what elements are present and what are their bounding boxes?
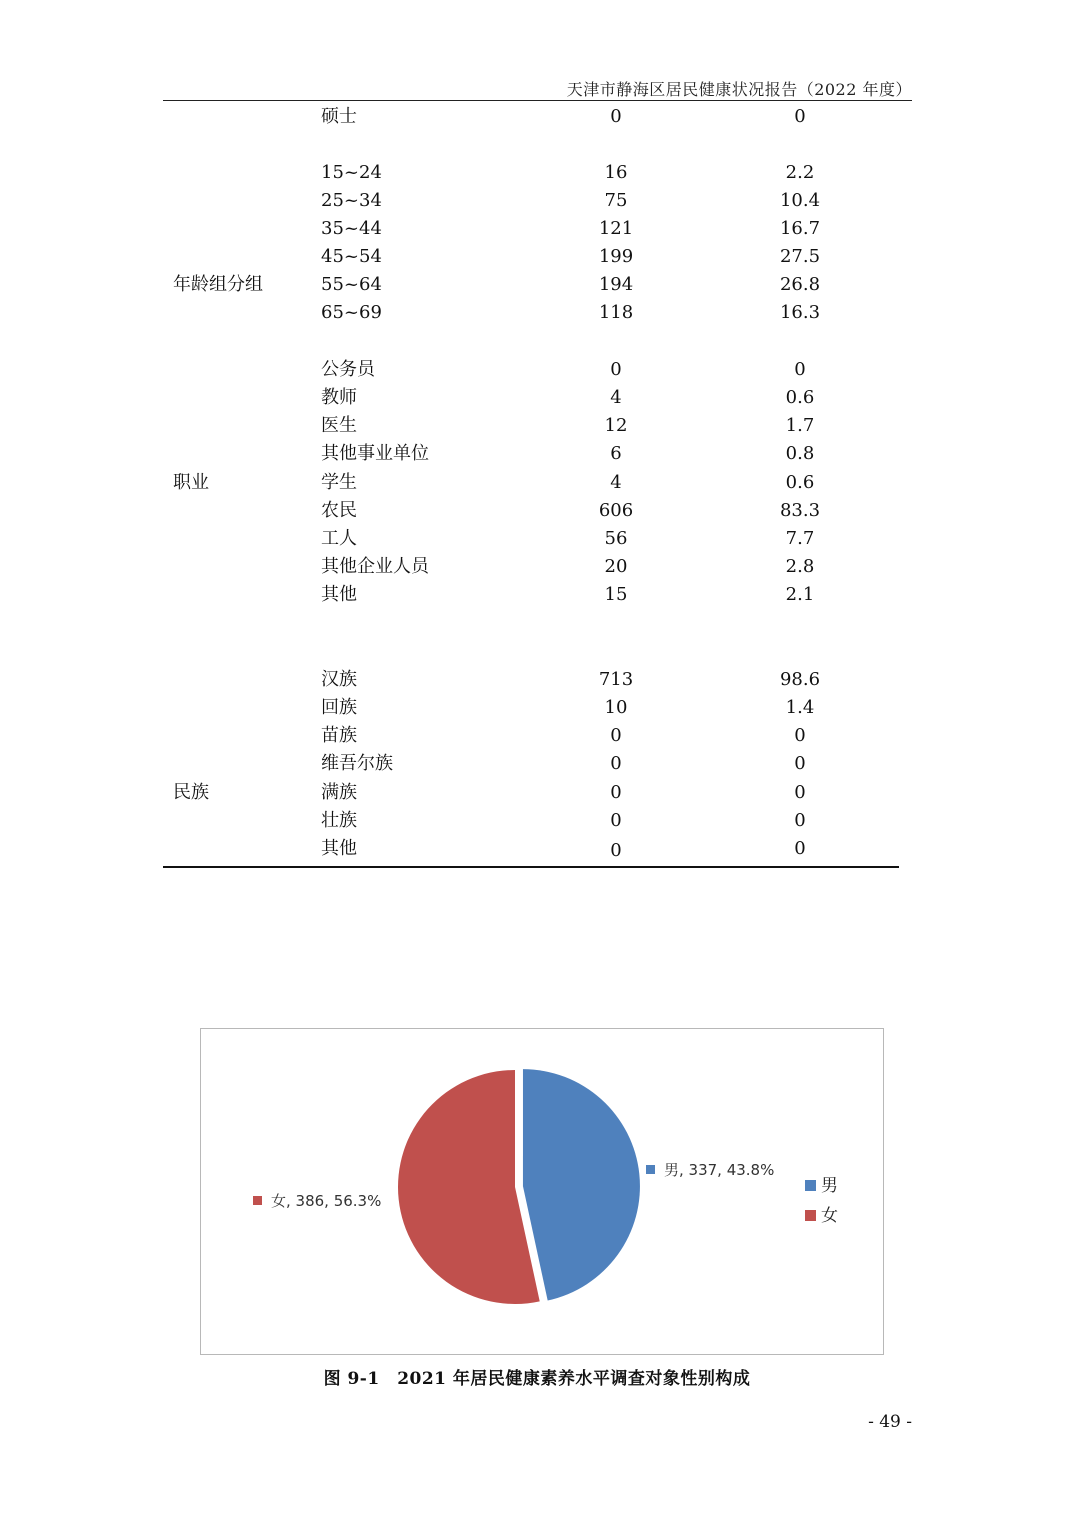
row-percent: 0 [794, 106, 806, 127]
row-percent: 0.6 [785, 472, 815, 493]
row-count: 4 [610, 387, 622, 408]
table-row [0, 413, 1074, 439]
row-count: 0 [610, 840, 622, 861]
table-row [0, 160, 1074, 186]
row-label: 25~34 [321, 190, 382, 211]
table-bottom-rule [163, 866, 899, 868]
row-count: 0 [610, 810, 622, 831]
table-row [0, 554, 1074, 580]
row-count: 12 [604, 415, 628, 436]
pie-slice-male [523, 1069, 640, 1300]
table-row [0, 723, 1074, 749]
row-label: 维吾尔族 [321, 753, 393, 774]
row-count: 0 [610, 359, 622, 380]
legend-label-male: 男 [821, 1176, 838, 1196]
row-label: 其他 [321, 838, 357, 859]
row-label: 其他企业人员 [321, 556, 429, 577]
row-percent: 27.5 [779, 246, 821, 267]
legend-label-female: 女 [821, 1206, 838, 1226]
row-count: 4 [610, 472, 622, 493]
header-rule [163, 100, 912, 101]
row-percent: 0 [794, 838, 806, 859]
row-count: 199 [598, 246, 634, 267]
table-row [0, 751, 1074, 777]
row-percent: 1.7 [785, 415, 815, 436]
row-label: 农民 [321, 500, 357, 521]
legend-swatch-male [805, 1180, 816, 1191]
group-label-occupation: 职业 [173, 472, 209, 493]
row-count: 56 [604, 528, 628, 549]
row-label: 55~64 [321, 274, 382, 295]
row-label: 硕士 [321, 106, 357, 127]
row-percent: 26.8 [779, 274, 821, 295]
row-percent: 0.6 [785, 387, 815, 408]
row-label: 其他事业单位 [321, 443, 429, 464]
row-percent: 0 [794, 810, 806, 831]
row-percent: 1.4 [785, 697, 815, 718]
row-count: 0 [610, 782, 622, 803]
row-label: 公务员 [321, 359, 375, 380]
table-row [0, 441, 1074, 467]
row-label: 45~54 [321, 246, 382, 267]
row-count: 606 [598, 500, 634, 521]
table-row [0, 300, 1074, 326]
row-percent: 98.6 [779, 669, 821, 690]
row-count: 121 [598, 218, 634, 239]
row-count: 20 [604, 556, 628, 577]
row-count: 713 [598, 669, 634, 690]
row-label: 65~69 [321, 302, 382, 323]
pie-slice-female [398, 1070, 540, 1304]
row-percent: 7.7 [785, 528, 815, 549]
row-count: 16 [604, 162, 628, 183]
table-row [0, 216, 1074, 242]
row-count: 6 [610, 443, 622, 464]
table-row [0, 498, 1074, 524]
row-count: 118 [598, 302, 634, 323]
table-row [0, 244, 1074, 270]
table-row [0, 808, 1074, 834]
data-label-male: 男, 337, 43.8% [664, 1161, 775, 1179]
table-row [0, 667, 1074, 693]
row-count: 194 [598, 274, 634, 295]
pie-chart [200, 1028, 884, 1355]
table-row [0, 836, 1074, 862]
row-label: 其他 [321, 584, 357, 605]
group-label-ethnicity: 民族 [173, 782, 209, 803]
legend-swatch-female [805, 1210, 816, 1221]
row-percent: 0 [794, 782, 806, 803]
row-percent: 2.1 [785, 584, 815, 605]
table-row [0, 385, 1074, 411]
group-label-age: 年龄组分组 [173, 274, 263, 295]
table-row [0, 526, 1074, 552]
table-row [0, 695, 1074, 721]
row-label: 医生 [321, 415, 357, 436]
row-label: 汉族 [321, 669, 357, 690]
row-percent: 0 [794, 753, 806, 774]
table-row [0, 780, 1074, 806]
row-label: 回族 [321, 697, 357, 718]
row-percent: 0 [794, 725, 806, 746]
data-label-female: 女, 386, 56.3% [271, 1192, 382, 1210]
row-label: 壮族 [321, 810, 357, 831]
table-row [0, 357, 1074, 383]
row-count: 0 [610, 753, 622, 774]
row-count: 10 [604, 697, 628, 718]
figure-caption: 图 9-1 2021 年居民健康素养水平调查对象性别构成 [323, 1369, 751, 1389]
row-label: 35~44 [321, 218, 382, 239]
row-percent: 0 [794, 359, 806, 380]
row-label: 满族 [321, 782, 357, 803]
table-row [0, 272, 1074, 298]
row-count: 75 [604, 190, 628, 211]
table-row [0, 470, 1074, 496]
row-count: 0 [610, 106, 622, 127]
page-number: - 49 - [868, 1412, 912, 1432]
data-label-marker-female [253, 1196, 262, 1205]
table-row [0, 582, 1074, 608]
row-count: 15 [604, 584, 628, 605]
row-label: 15~24 [321, 162, 382, 183]
row-percent: 83.3 [779, 500, 821, 521]
row-percent: 10.4 [779, 190, 821, 211]
page-header-title: 天津市静海区居民健康状况报告（2022 年度） [566, 80, 912, 99]
row-percent: 16.7 [779, 218, 821, 239]
data-label-marker-male [646, 1165, 655, 1174]
row-label: 学生 [321, 472, 357, 493]
row-label: 工人 [321, 528, 357, 549]
table-row [0, 104, 1074, 130]
row-percent: 16.3 [779, 302, 821, 323]
pie-chart-svg [201, 1029, 885, 1356]
row-label: 苗族 [321, 725, 357, 746]
row-count: 0 [610, 725, 622, 746]
row-label: 教师 [321, 387, 357, 408]
row-percent: 0.8 [785, 443, 815, 464]
table-row [0, 188, 1074, 214]
row-percent: 2.2 [785, 162, 815, 183]
row-percent: 2.8 [785, 556, 815, 577]
